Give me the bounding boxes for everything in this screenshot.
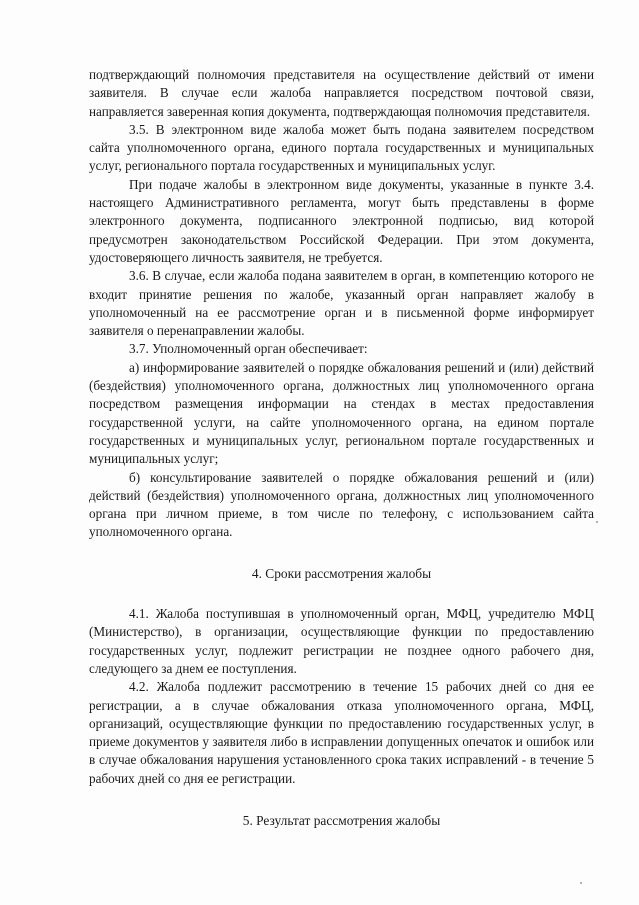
paragraph-representative-powers: подтверждающий полномочия представителя на осуществление действий от имени заявителя. В случае если жалоба направляется посредством почтовой связи, направляется заверенная копия документа, подтверждающая полномочия представителя. [89, 67, 594, 119]
section-5-heading: 5. Результат рассмотрения жалобы [242, 812, 441, 828]
paragraph-3-7: 3.7. Уполномоченный орган обеспечивает: [129, 341, 368, 357]
section-4-heading: 4. Сроки рассмотрения жалобы [251, 565, 432, 581]
document-body [89, 66, 594, 830]
scan-speck [596, 521, 598, 523]
paragraph-3-6: 3.6. В случае, если жалоба подана заявителем в орган, в компетенцию которого не входит принятие решения по жалобе, указанный орган направляет жалобу в уполномоченный на ее рассмотрение орган и в письменной форме информирует заявителя о перенаправлении жалобы. [89, 268, 594, 339]
paragraph-electronic-submission: При подаче жалобы в электронном виде документы, указанные в пункте 3.4. настоящего Административного регламента, могут быть представлены в форме электронного документа, подписанного электронной подписью, вид которой предусмотрен законодательством Российской Федерации. При этом документа, удостоверяющего личность заявителя, не требуется. [89, 176, 594, 265]
paragraph-3-7-a: а) информирование заявителей о порядке обжалования решений и (или) действий (бездействия) уполномоченного органа, должностных лиц уполномоченного органа посредством размещения информации на стендах в местах предоставления государственной услуги, на сайте уполномоченного органа, на едином портале государственных и муниципальных услуг, региональном портале государственных и муниципальных услуг; [89, 359, 594, 467]
paragraph-4-2: 4.2. Жалоба подлежит рассмотрению в течение 15 рабочих дней со дня ее регистрации, а в случае обжалования отказа уполномоченного органа, МФЦ, организаций, осуществляющие функции по предоставлению государственных услуг, в приеме документов у заявителя либо в исправлении допущенных опечаток и ошибок или в случае обжалования нарушения установленного срока таких исправлений - в течение 5 рабочих дней со дня ее регистрации. [89, 679, 594, 786]
paragraph-4-1: 4.1. Жалоба поступившая в уполномоченный орган, МФЦ, учредителю МФЦ (Министерство), в организации, осуществляющие функции по предоставлению государственных услуг, подлежит регистрации не позднее одного рабочего дня, следующего за днем ее поступления. [89, 606, 594, 676]
scan-speck [580, 882, 582, 884]
paragraph-3-7-b: б) консультирование заявителей о порядке обжалования решений и (или) действий (бездействия) уполномоченного органа, должностных лиц уполномоченного органа при личном приеме, в том числе по телефону, с использованием сайта уполномоченного органа. [89, 469, 594, 540]
paragraph-3-5: 3.5. В электронном виде жалоба может быть подана заявителем посредством сайта уполномоченного органа, единого портала государственных и муниципальных услуг, регионального портала государственных и муниципальных услуг. [89, 121, 594, 174]
